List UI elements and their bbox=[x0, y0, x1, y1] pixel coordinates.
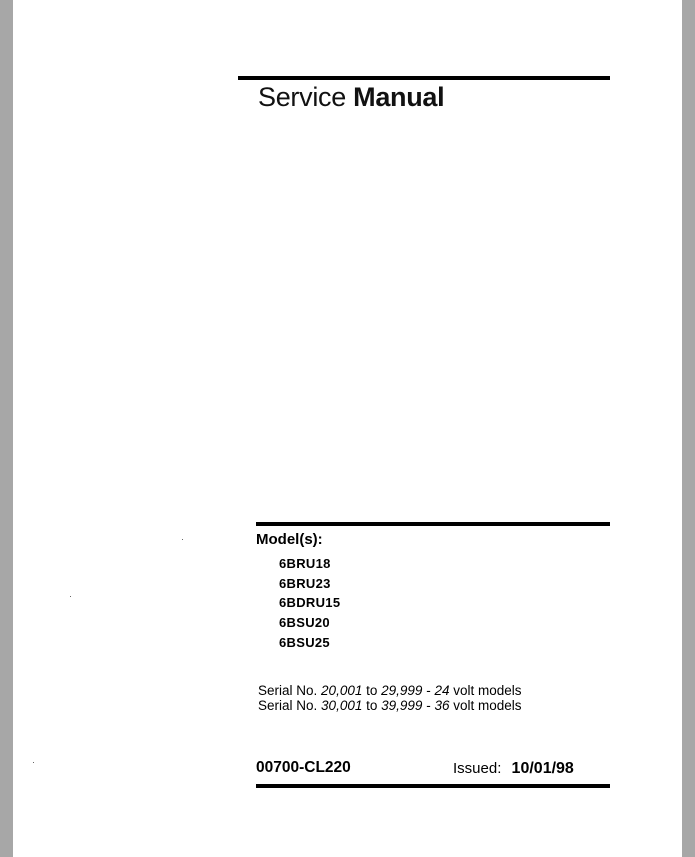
serial-line: Serial No. 20,001 to 29,999 - 24 volt models bbox=[258, 683, 522, 698]
document-number: 00700-CL220 bbox=[256, 759, 351, 776]
bottom-rule bbox=[256, 784, 610, 788]
model-item: 6BDRU15 bbox=[279, 595, 341, 610]
models-rule bbox=[256, 522, 610, 526]
scan-speck bbox=[70, 596, 71, 597]
title-service: Service bbox=[258, 82, 346, 112]
scan-speck bbox=[182, 539, 183, 540]
page-title bbox=[258, 82, 444, 113]
scan-speck bbox=[33, 762, 34, 763]
model-item: 6BSU25 bbox=[279, 635, 330, 650]
issued-date: 10/01/98 bbox=[511, 760, 574, 777]
title-manual: Manual bbox=[353, 82, 445, 112]
top-rule bbox=[238, 76, 610, 80]
issued-label: Issued: bbox=[453, 760, 502, 777]
issued-info bbox=[453, 760, 574, 778]
serial-line: Serial No. 30,001 to 39,999 - 36 volt models bbox=[258, 698, 522, 713]
model-item: 6BRU18 bbox=[279, 556, 331, 571]
model-item: 6BSU20 bbox=[279, 615, 330, 630]
model-item: 6BRU23 bbox=[279, 576, 331, 591]
models-label: Model(s): bbox=[256, 531, 323, 548]
document-page bbox=[13, 0, 682, 857]
